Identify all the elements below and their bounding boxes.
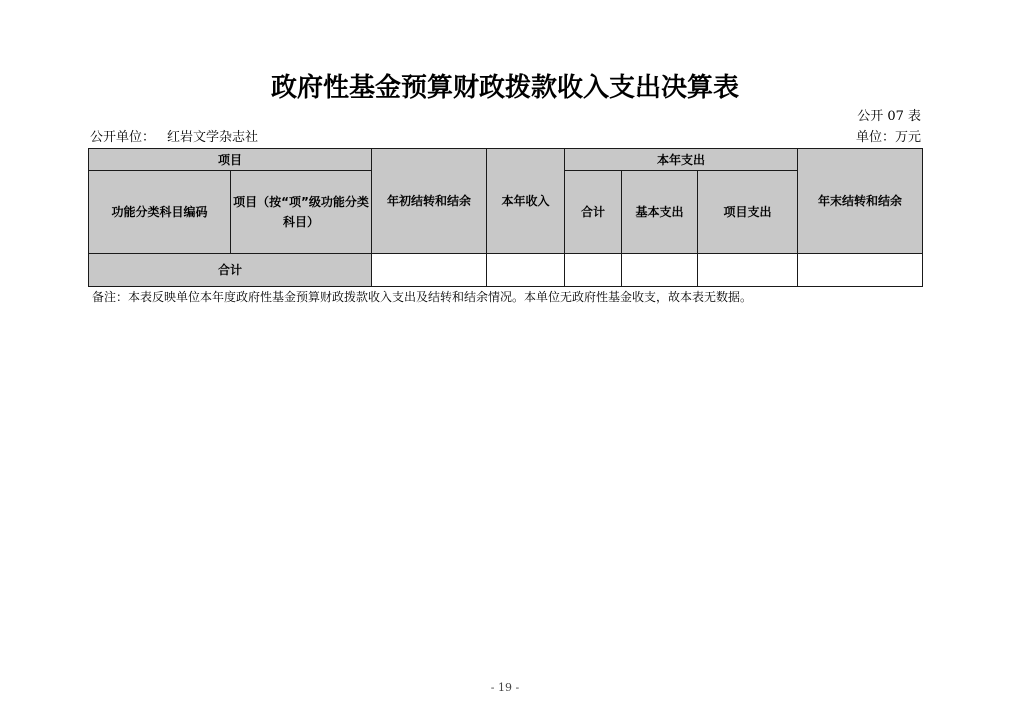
total-opening-balance bbox=[372, 254, 487, 287]
total-row-label: 合计 bbox=[89, 254, 372, 287]
total-current-income bbox=[487, 254, 565, 287]
budget-table bbox=[88, 148, 923, 287]
reporting-unit-name: 红岩文学杂志社 bbox=[167, 130, 259, 145]
header-item-by-class: 项目（按“项”级功能分类科目） bbox=[231, 171, 372, 254]
header-item: 项目 bbox=[89, 149, 372, 171]
header-closing-balance: 年末结转和结余 bbox=[798, 149, 923, 254]
header-project-expense: 项目支出 bbox=[698, 171, 798, 254]
document-title: 政府性基金预算财政拨款收入支出决算表 bbox=[270, 73, 739, 103]
currency-unit: 单位：万元 bbox=[855, 130, 921, 145]
header-function-code: 功能分类科目编码 bbox=[89, 171, 231, 254]
reporting-unit-label: 公开单位： bbox=[90, 130, 156, 145]
header-basic-expense: 基本支出 bbox=[622, 171, 698, 254]
header-current-expense: 本年支出 bbox=[565, 149, 798, 171]
table-note: 备注：本表反映单位本年度政府性基金预算财政拨款收入支出及结转和结余情况。本单位无政府性基金收支，故本表无数据。 bbox=[92, 290, 753, 304]
header-opening-balance: 年初结转和结余 bbox=[372, 149, 487, 254]
header-current-income: 本年收入 bbox=[487, 149, 565, 254]
reporting-unit bbox=[90, 130, 258, 146]
total-closing-balance bbox=[798, 254, 923, 287]
form-code: 公开 07 表 bbox=[857, 109, 921, 124]
total-expense-total bbox=[565, 254, 622, 287]
page-number: - 19 - bbox=[490, 681, 520, 694]
total-row bbox=[89, 254, 923, 287]
header-row-1 bbox=[89, 149, 923, 171]
total-project-expense bbox=[698, 254, 798, 287]
header-expense-total: 合计 bbox=[565, 171, 622, 254]
total-basic-expense bbox=[622, 254, 698, 287]
